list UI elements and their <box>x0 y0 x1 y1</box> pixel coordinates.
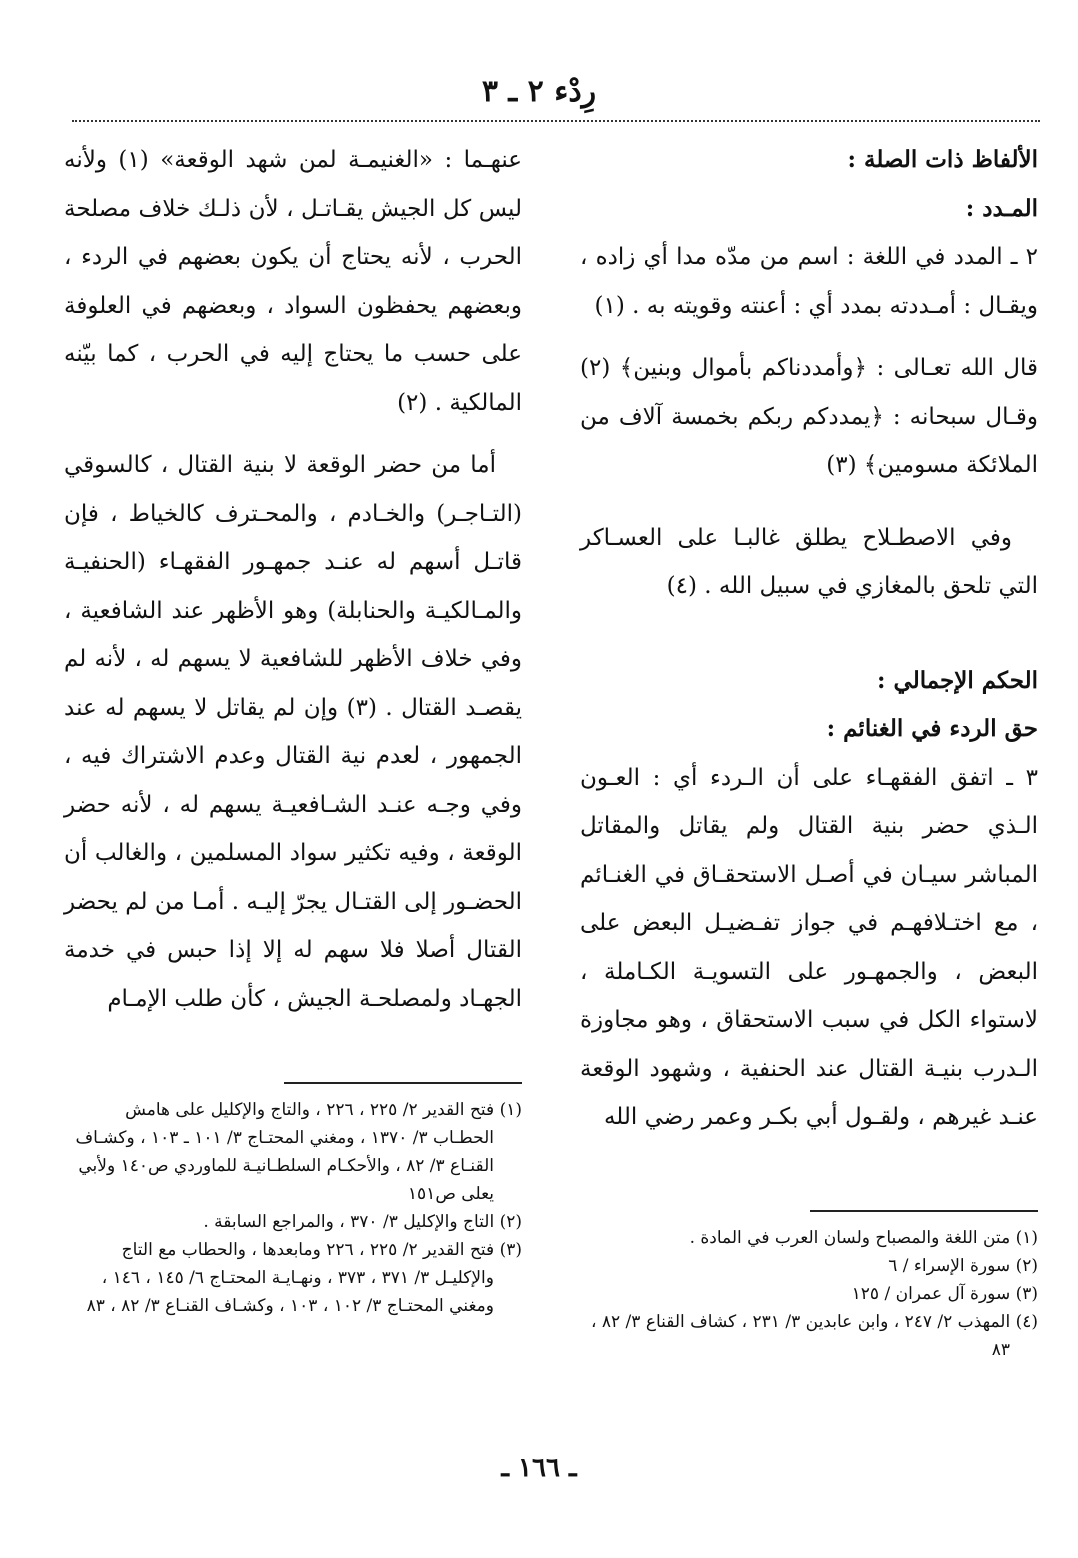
footnote: (٣) فتح القدير ٢/ ٢٢٥ ، ٢٢٦ ومابعدها ، والحطاب مع التاج والإكليـل ٣/ ٣٧١ ، ٣٧٣ ، ونهـايـة المحتـاج ٦/ ١٤٥ ، ١٤٦ ، ومغني المحتـاج ٣/ ١٠٢ ، ١٠٣ ، وكشـاف القنـاع ٣/ ٨٢ ، ٨٣ <box>86 1240 522 1316</box>
quran-verses-paragraph: قال الله تعـالى : ﴿وأمددناكم بأموال وبنين﴾ (٢) وقـال سبحانه : ﴿يمددكم ربكم بخمسة آلاف من الملائكة مسومين﴾ (٣) <box>580 355 1038 478</box>
right-footnote-rule <box>810 1210 1038 1212</box>
right-column <box>580 136 1038 1142</box>
attendance-paragraph: أما من حضر الوقعة لا بنية القتال ، كالسوقي (التـاجـر) والخـادم ، والمحـترف كالخياط ، فإن قاتـل أسهم له عنـد جمهـور الفقهـاء (الحنفيـة والمـالكيـة والحنابلة) وهو الأظهر عند الشافعية ، وفي خلاف الأظهر للشافعية لا يسهم له ، لأنه لم يقصـد القتال . (٣) وإن لم يقاتل لا يسهم له عند الجمهور ، لعدم نية القتال وعدم الاشتراك فيه ، وفي وجـه عنـد الشـافعيـة يسهم له ، لأنه حضر الوقعة ، وفيه تكثير سواد المسلمين ، والغالب أن الحضـور إلى القتـال يجرّ إليـه . أمـا من لم يحضر القتال أصلا فلا سهم له إلا إذا حبس في خدمة الجهـاد ولمصلحـة الجيش ، كأن طلب الإمـام <box>64 452 522 1012</box>
right-footnotes <box>580 1224 1038 1364</box>
related-terms-heading: الألفاظ ذات الصلة : <box>847 146 1038 173</box>
header-dotted-rule <box>72 120 1040 122</box>
footnote: (١) فتح القدير ٢/ ٢٢٥ ، ٢٢٦ ، والتاج والإكليل على هامش الحطـاب ٣/ ١٣٧٠ ، ومغني المحتـاج ٣/ ١٠١ ـ ١٠٣ ، وكشـاف القنـاع ٣/ ٨٢ ، والأحكـام السلطـانيـة للماوردي ص١٤٠ ولأبي يعلى ص١٥١ <box>75 1100 522 1204</box>
footnote: (١) متن اللغة والمصباح ولسان العرب في المادة . <box>689 1228 1038 1248</box>
continuation-paragraph: عنهـما : «الغنيمـة لمن شهد الوقعة» (١) ولأنه ليس كل الجيش يقـاتـل ، لأن ذلـك خلاف مصلحة الحرب ، لأنه يحتاج أن يكون بعضهم في الردء ، وبعضهم يحفظون السواد ، وبعضهم في العلوفة على حسب ما يحتاج إليه في الحرب ، كما بيّنه المالكية . (٢) <box>64 147 522 416</box>
left-column <box>64 136 522 1023</box>
terminology-paragraph: وفي الاصطـلاح يطلق غالبـا على العسـاكر التي تلحق بالمغازي في سبيل الله . (٤) <box>580 524 1038 599</box>
running-header: رِدْء ٢ ـ ٣ <box>481 74 597 109</box>
ruling-heading: الحكم الإجمالي : <box>877 666 1038 694</box>
footnote: (٣) سورة آل عمران / ١٢٥ <box>851 1284 1038 1304</box>
madad-heading: المـدد : <box>965 194 1038 222</box>
footnote: (٢) سورة الإسراء / ٦ <box>888 1256 1038 1276</box>
madad-definition-paragraph: ٢ ـ المدد في اللغة : اسم من مدّه مدا أي زاده ، ويقـال : أمـددته بمدد أي : أعنته وقويته به . (١) <box>580 244 1038 319</box>
footnote: (٢) التاج والإكليل ٣/ ٣٧٠ ، والمراجع السابقة . <box>203 1212 522 1232</box>
left-footnote-rule <box>284 1082 522 1084</box>
spoils-heading: حق الردء في الغنائم : <box>826 715 1038 742</box>
spoils-paragraph: ٣ ـ اتفق الفقهـاء على أن الـردء أي : العـون الـذي حضر بنية القتال ولم يقاتل والمقاتل المباشر سيـان في أصـل الاستحقـاق في الغنـائم ، مع اختـلافهـم في جواز تفـضيـل البعض على البعض ، والجمهـور على التسويـة الكـاملة ، لاستواء الكل في سبب الاستحقاق ، وهو مجاوزة الـدرب بنيـة القتال عند الحنفية ، وشهود الوقعة عنـد غيرهم ، ولقـول أبي بكـر وعمر رضي الله <box>580 764 1038 1130</box>
footnote: (٤) المهذب ٢/ ٢٤٧ ، وابن عابدين ٣/ ٢٣١ ، كشاف القناع ٣/ ٨٢ ، ٨٣ <box>590 1312 1038 1360</box>
page-number: ـ ١٦٦ ـ <box>501 1453 577 1483</box>
left-footnotes <box>64 1096 522 1320</box>
